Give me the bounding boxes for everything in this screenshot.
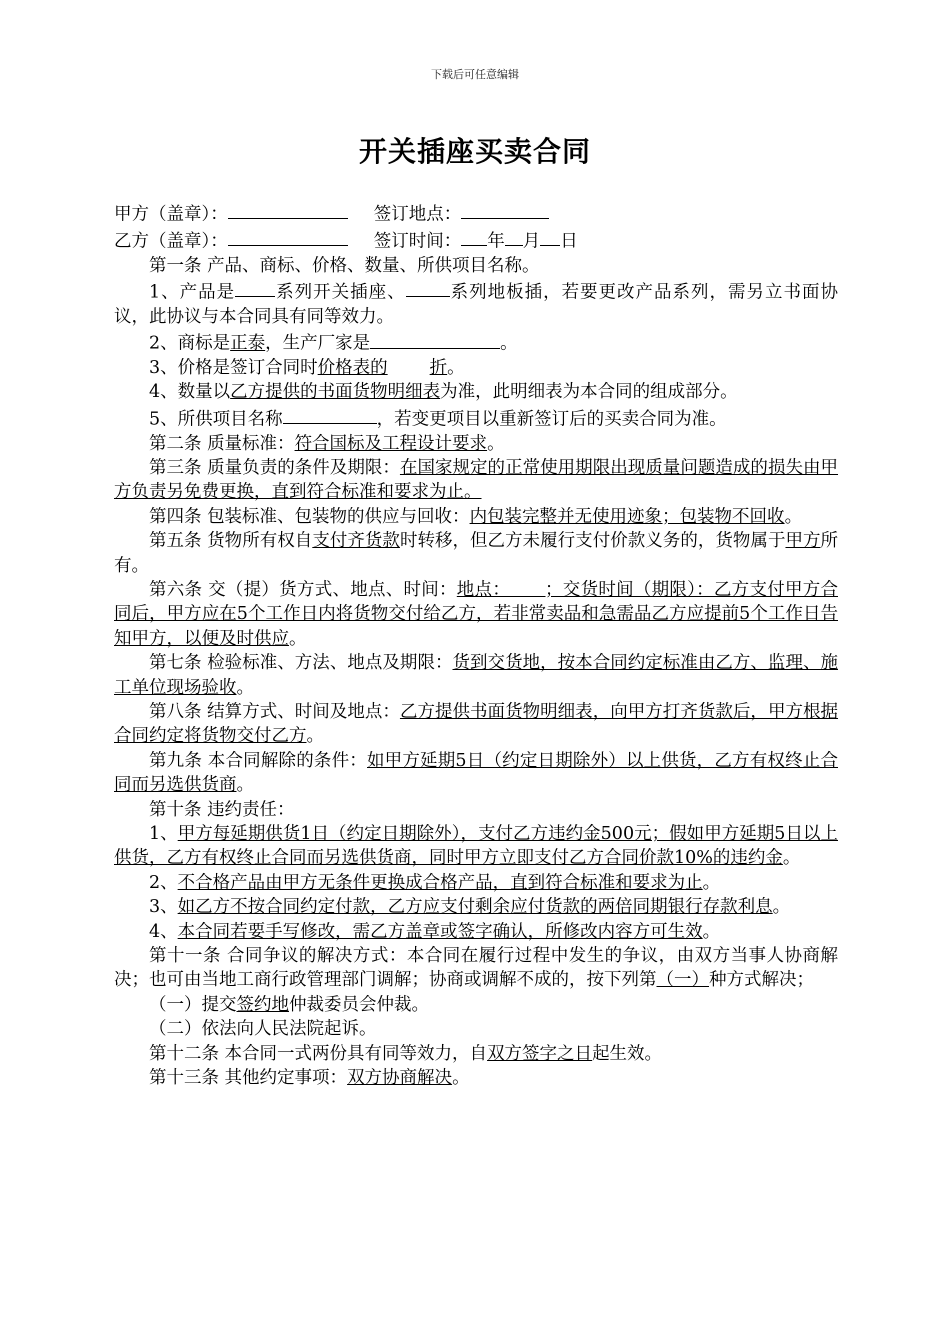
day-label: 日 [560,231,578,252]
article-11-option-1: （一）提交签约地仲裁委员会仲裁。 [149,994,429,1015]
article-10-item-2: 2、不合格产品由甲方无条件更换成合格产品，直到符合标准和要求为止。 [149,872,721,893]
article-10-item-4: 4、本合同若要手写修改，需乙方盖章或签字确认，所修改内容方可生效。 [149,921,721,942]
header-note: 下载后可任意编辑 [431,68,519,81]
article-5: 第五条 货物所有权自支付齐货款时转移，但乙方未履行支付价款义务的，货物属于甲方所有。 [114,531,839,576]
month-blank [505,227,523,246]
month-label: 月 [522,231,541,252]
sign-place-blank [461,200,549,219]
party-a-label: 甲方（盖章）： [114,204,228,225]
article-11: 第十一条 合同争议的解决方式：本合同在履行过程中发生的争议，由双方当事人协商解决；也可由当地工商行政管理部门调解；协商或调解不成的，按下列第（一）种方式解决； [114,946,838,991]
party-a-blank [228,200,348,219]
sign-place-label: 签订地点： [373,204,462,225]
document-title: 开关插座买卖合同 [358,135,591,168]
party-b-blank [228,227,348,246]
party-b-line [114,227,838,254]
party-a-line [114,200,838,227]
article-1-item-5: 5、所供项目名称 ，若变更项目以重新签订后的买卖合同为准。 [114,405,838,432]
contract-body [114,200,838,1091]
article-1-item-3: 3、价格是签订合同时价格表的 折。 [149,357,465,378]
sign-time-label: 签订时间： [373,231,462,252]
article-10-heading: 第十条 违约责任： [149,799,295,820]
article-2: 第二条 质量标准：符合国标及工程设计要求。 [149,433,505,454]
article-10-item-3: 3、如乙方不按合同约定付款，乙方应支付剩余应付货款的两倍同期银行存款利息。 [149,897,791,918]
party-b-label: 乙方（盖章）： [114,231,228,252]
article-1-item-2: 2、商标是正泰，生产厂家是 。 [114,329,838,356]
article-4: 第四条 包装标准、包装物的供应与回收：内包装完整并无使用迹象；包装物不回收。 [149,506,803,527]
article-7: 第七条 检验标准、方法、地点及期限：货到交货地，按本合同约定标准由乙方、监理、施工单位现场验收。 [114,653,839,698]
article-1-heading: 第一条 产品、商标、价格、数量、所供项目名称。 [149,255,540,276]
day-blank [540,227,560,246]
article-10-item-1: 1、甲方每延期供货1日（约定日期除外），支付乙方违约金500元；假如甲方延期5日以上供货，乙方有权终止合同而另选供货商，同时甲方立即支付乙方合同价款10%的违约金。 [114,824,838,869]
article-3: 第三条 质量负责的条件及期限：在国家规定的正常使用期限出现质量问题造成的损失由甲方负责另免费更换，直到符合标准和要求为止。 [114,457,839,503]
year-blank [461,227,487,246]
article-1-item-4: 4、数量以乙方提供的书面货物明细表为准，此明细表为本合同的组成部分。 [149,382,738,403]
article-1-item-1: 1、产品是 系列开关插座、 系列地板插，若要更改产品系列，需另立书面协议，此协议与本合同具有同等效力。 [114,278,838,329]
year-label: 年 [487,231,505,252]
article-11-option-2: （二）依法向人民法院起诉。 [149,1019,377,1040]
article-8: 第八条 结算方式、时间及地点：乙方提供书面货物明细表，向甲方打齐货款后，甲方根据合同约定将货物交付乙方。 [114,702,839,747]
article-13: 第十三条 其他约定事项：双方协商解决。 [149,1068,470,1089]
article-9: 第九条 本合同解除的条件：如甲方延期5日（约定日期除外）以上供货，乙方有权终止合同而另选供货商。 [114,750,838,796]
brand-name: 正泰 [230,333,266,354]
article-6: 第六条 交（提）货方式、地点、时间：地点： ；交货时间（期限）：乙方支付甲方合同后，甲方应在5个工作日内将货物交付给乙方，若非常卖品和急需品乙方应提前5个工作日告知甲方，以便及时供应。 [114,579,838,649]
article-12: 第十二条 本合同一式两份具有同等效力，自双方签字之日起生效。 [149,1043,663,1064]
